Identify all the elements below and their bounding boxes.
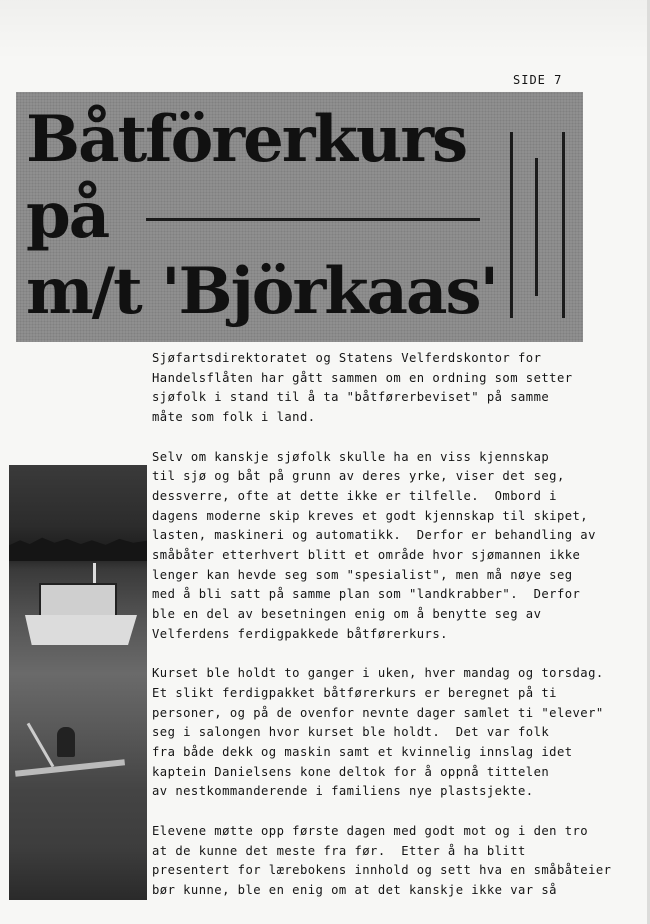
headline-line-2: på bbox=[26, 178, 109, 253]
decorative-bar-3 bbox=[562, 132, 565, 318]
headline-rule bbox=[146, 218, 480, 221]
article-paragraph: Kurset ble holdt to ganger i uken, hver mandag og torsdag. Et slikt ferdigpakket båtførerkurs er beregnet på ti personer, og på de ovenfor nevnte dager samlet ti "elever" seg i salongen hvor kurset ble holdt. Det var folk fra både dekk og maskin samt et kvinnelig innslag idet kaptein Danielsens kone deltok for å oppnå tittelen av nestkommanderende i familiens nye plastsjekte. bbox=[152, 666, 604, 799]
decorative-bar-1 bbox=[510, 132, 513, 318]
photo-treeline bbox=[9, 535, 147, 561]
boat-photo bbox=[9, 465, 147, 900]
headline-banner bbox=[16, 92, 583, 342]
article-paragraph: Sjøfartsdirektoratet og Statens Velferdskontor for Handelsflåten har gått sammen om en ordning som setter sjøfolk i stand til å ta "båtførerbeviset" på samme måte som folk i land. bbox=[152, 351, 573, 425]
photo-kayak bbox=[15, 759, 125, 776]
article-body bbox=[152, 349, 627, 920]
photo-paddler bbox=[57, 727, 75, 757]
photo-boat-hull bbox=[25, 615, 137, 645]
article-paragraph: Elevene møtte opp første dagen med godt mot og i den tro at de kunne det meste fra før. Etter å ha blitt presentert for lærebokens innhold og sett hva en småbåteier bør kunne, ble en enig om at det kanskje ikke var så bbox=[152, 823, 612, 897]
headline-line-3: m/t 'Björkaas' bbox=[26, 254, 498, 329]
decorative-bar-2 bbox=[535, 158, 538, 296]
page-number: SIDE 7 bbox=[513, 73, 563, 87]
photo-boat-mast bbox=[93, 563, 96, 585]
headline-line-1: Båtförerkurs bbox=[26, 102, 467, 177]
article-paragraph: Selv om kanskje sjøfolk skulle ha en viss kjennskap til sjø og båt på grunn av deres yrke, viser det seg, dessverre, ofte at dette ikke er tilfelle. Ombord i dagens moderne skip kreves et godt kjennskap til skipet, lasten, maskineri og automatikk. Derfor er behandling av småbåter etterhvert blitt et område hvor sjømannen ikke lenger kan hevde seg som "spesialist", men må nøye seg med å bli satt på samme plan som "landkrabber". Derfor ble en del av besetningen enig om å benytte seg av Velferdens ferdigpakkede båtførerkurs. bbox=[152, 449, 596, 641]
photo-paddle bbox=[27, 723, 55, 768]
photo-boat-cabin bbox=[39, 583, 117, 617]
